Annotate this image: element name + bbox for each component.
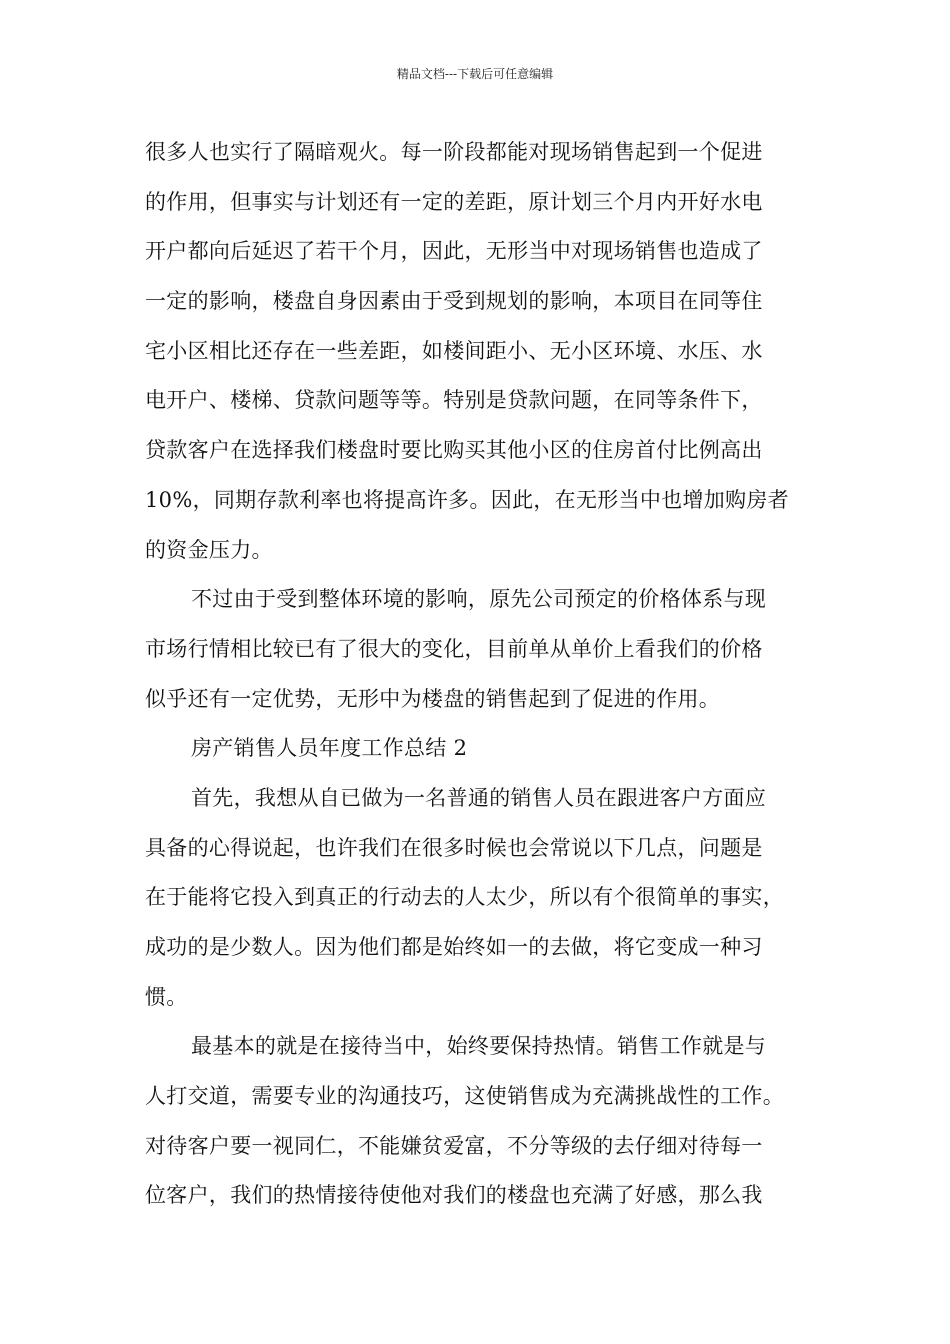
document-body <box>145 128 825 1221</box>
text-line: 对待客户要一视同仁，不能嫌贫爱富，不分等级的去仔细对待每一 <box>145 1133 763 1158</box>
text-line: 很多人也实行了隔暗观火。每一阶段都能对现场销售起到一个促进 <box>145 140 763 164</box>
text-line: 10%，同期存款利率也将提高许多。因此，在无形当中也增加购房者 <box>145 487 789 512</box>
page-header: 精品文档---下载后可任意编辑 <box>396 67 554 81</box>
text-line: 的资金压力。 <box>145 537 273 562</box>
text-line: 贷款客户在选择我们楼盘时要比购买其他小区的住房首付比例高出 <box>145 438 763 463</box>
text-line: 最基本的就是在接待当中，始终要保持热情。销售工作就是与 <box>191 1034 767 1059</box>
text-line: 在于能将它投入到真正的行动去的人太少，所以有个很简单的事实， <box>145 885 784 910</box>
text-line: 成功的是少数人。因为他们都是始终如一的去做，将它变成一种习 <box>145 935 763 959</box>
text-line: 惯。 <box>145 984 188 1009</box>
text-line: 市场行情相比较已有了很大的变化，目前单从单价上看我们的价格 <box>145 636 763 661</box>
text-line: 具备的心得说起，也许我们在很多时候也会常说以下几点，问题是 <box>145 835 763 860</box>
text-line: 不过由于受到整体环境的影响，原先公司预定的价格体系与现 <box>191 587 767 612</box>
text-line: 人打交道，需要专业的沟通技巧，这使销售成为充满挑战性的工作。 <box>145 1084 784 1109</box>
text-line: 一定的影响，楼盘自身因素由于受到规划的影响，本项目在同等住 <box>145 289 763 314</box>
text-line: 的作用，但事实与计划还有一定的差距，原计划三个月内开好水电 <box>145 189 763 214</box>
text-line: 似乎还有一定优势，无形中为楼盘的销售起到了促进的作用。 <box>145 686 721 711</box>
text-line: 宅小区相比还存在一些差距，如楼间距小、无小区环境、水压、水 <box>145 338 763 363</box>
text-line: 位客户，我们的热情接待使他对我们的楼盘也充满了好感，那么我 <box>145 1183 763 1208</box>
text-line: 房产销售人员年度工作总结 2 <box>191 736 468 761</box>
text-line: 开户都向后延迟了若干个月，因此，无形当中对现场销售也造成了 <box>145 239 763 264</box>
text-line: 电开户、楼梯、贷款问题等等。特别是贷款问题，在同等条件下， <box>145 388 763 413</box>
text-line: 首先，我想从自已做为一名普通的销售人员在跟进客户方面应 <box>191 785 767 810</box>
